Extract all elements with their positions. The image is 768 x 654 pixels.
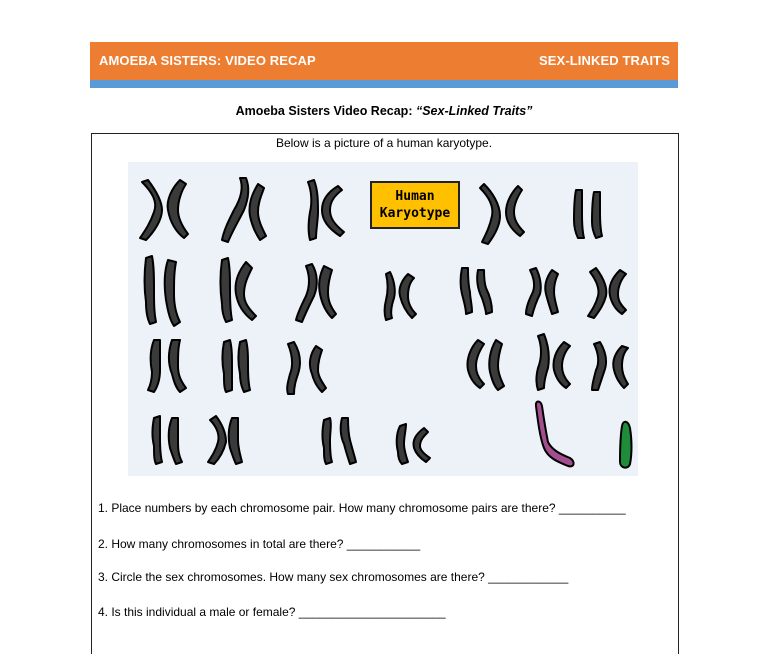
chromosome-pair-9: [385, 272, 417, 320]
question-1-blank[interactable]: __________: [558, 501, 626, 515]
chromosome-pair-15: [287, 342, 326, 394]
header-stripe: [90, 80, 678, 88]
chromosome-pair-6: [145, 256, 181, 326]
x-chromosome: [536, 402, 574, 467]
karyotype-caption: Below is a picture of a human karyotype.: [275, 136, 493, 150]
question-3-blank[interactable]: ____________: [488, 570, 569, 584]
question-3: [98, 570, 568, 584]
chromosome-pair-21: [323, 418, 357, 464]
chromosome-pair-11: [526, 268, 558, 316]
header-left-title: AMOEBA SISTERS: VIDEO RECAP: [99, 53, 316, 68]
karyotype-label-line1: Human: [395, 189, 435, 204]
question-1: [98, 501, 626, 515]
chromosome-pair-5: [574, 190, 602, 238]
header-banner: [90, 42, 678, 80]
chromosome-pair-1: [140, 180, 188, 240]
header-right-title: SEX-LINKED TRAITS: [539, 53, 670, 68]
document-title-italic: “Sex-Linked Traits”: [415, 104, 533, 118]
chromosome-pair-12: [588, 268, 626, 318]
question-4-blank[interactable]: ______________________: [298, 605, 446, 619]
karyotype-label-line2: Karyotype: [379, 206, 451, 221]
question-2: [98, 537, 420, 551]
question-3-text: 3. Circle the sex chromosomes. How many sex chromosomes are there?: [98, 570, 485, 584]
document-title-prefix: Amoeba Sisters Video Recap:: [235, 104, 416, 118]
chromosome-pair-14: [223, 340, 251, 392]
chromosome-pair-19: [153, 416, 183, 464]
chromosome-pair-13: [148, 340, 186, 392]
question-2-text: 2. How many chromosomes in total are there?: [98, 537, 344, 551]
karyotype-image: [128, 162, 638, 476]
chromosome-pair-16: [467, 340, 504, 390]
karyotype-label: [370, 181, 460, 229]
chromosome-pair-8: [296, 264, 336, 322]
chromosome-pair-4: [480, 184, 524, 244]
question-1-text: 1. Place numbers by each chromosome pair. How many chromosome pairs are there?: [98, 501, 556, 515]
chromosome-pair-20: [208, 416, 242, 464]
question-4-text: 4. Is this individual a male or female?: [98, 605, 296, 619]
chromosome-pair-17: [537, 334, 571, 390]
chromosome-pair-3: [308, 180, 344, 240]
question-4: [98, 605, 446, 619]
chromosome-pair-2: [222, 178, 266, 242]
question-2-blank[interactable]: ___________: [346, 537, 421, 551]
chromosome-pair-7: [221, 258, 257, 322]
chromosome-pair-22: [397, 424, 430, 464]
chromosome-pair-18: [592, 342, 628, 390]
y-chromosome: [620, 422, 632, 468]
document-title: [0, 104, 768, 118]
chromosome-pair-10: [461, 268, 493, 314]
